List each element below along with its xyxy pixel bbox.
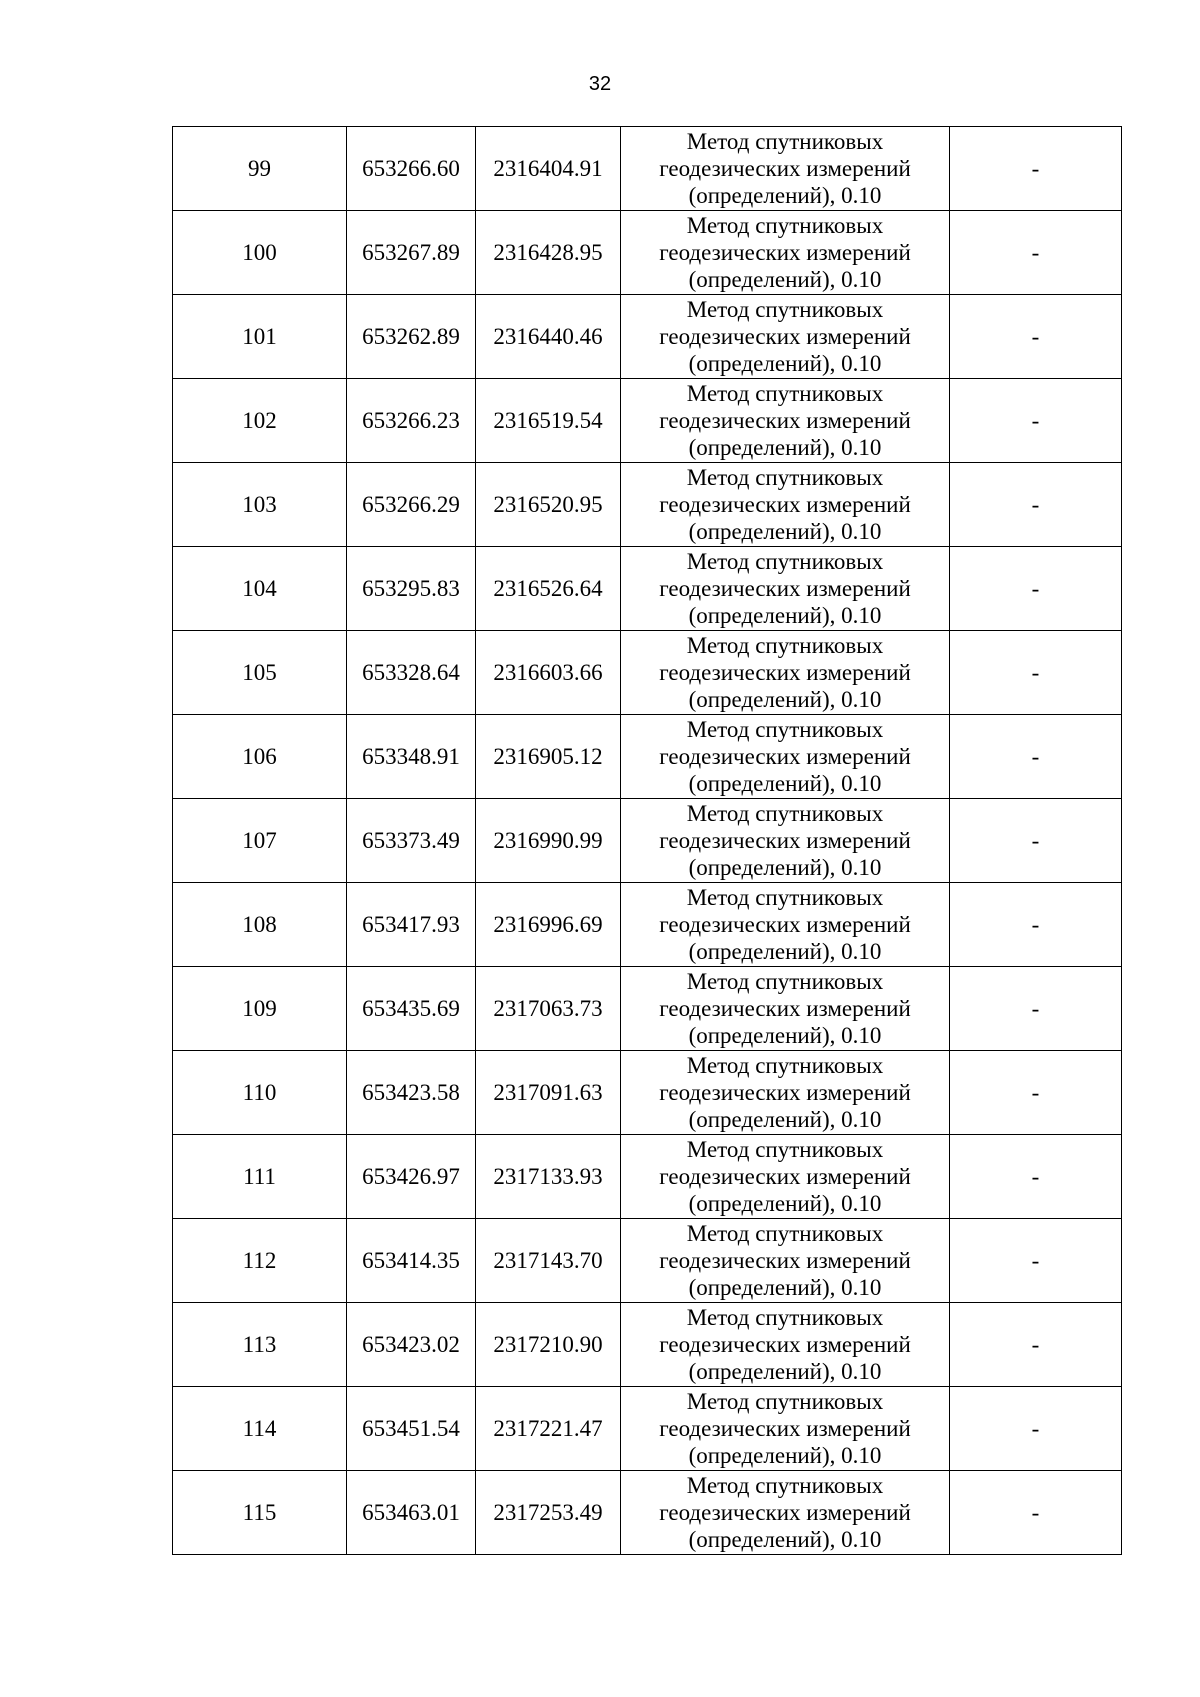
method-cell bbox=[621, 1471, 950, 1555]
y-coordinate-cell: 2316996.69 bbox=[476, 883, 621, 967]
x-coordinate-cell: 653417.93 bbox=[347, 883, 476, 967]
x-coordinate-cell: 653295.83 bbox=[347, 547, 476, 631]
method-line-3: (определений), 0.10 bbox=[688, 687, 882, 712]
table-row bbox=[173, 127, 1122, 211]
method-cell bbox=[621, 379, 950, 463]
table-row bbox=[173, 1219, 1122, 1303]
x-coordinate-cell: 653423.58 bbox=[347, 1051, 476, 1135]
x-coordinate-cell: 653426.97 bbox=[347, 1135, 476, 1219]
point-number-cell: 99 bbox=[173, 127, 347, 211]
method-cell bbox=[621, 1303, 950, 1387]
method-cell bbox=[621, 1387, 950, 1471]
method-cell bbox=[621, 715, 950, 799]
method-line-1: Метод спутниковых bbox=[686, 969, 884, 994]
method-cell bbox=[621, 631, 950, 715]
method-line-3: (определений), 0.10 bbox=[688, 351, 882, 376]
method-line-3: (определений), 0.10 bbox=[688, 435, 882, 460]
point-number-cell: 113 bbox=[173, 1303, 347, 1387]
method-cell bbox=[621, 211, 950, 295]
method-line-2: геодезических измерений bbox=[659, 324, 911, 349]
table-row bbox=[173, 379, 1122, 463]
table-row bbox=[173, 883, 1122, 967]
note-cell: - bbox=[950, 1303, 1122, 1387]
note-cell: - bbox=[950, 1387, 1122, 1471]
method-line-3: (определений), 0.10 bbox=[688, 603, 882, 628]
method-line-1: Метод спутниковых bbox=[686, 1137, 884, 1162]
method-line-1: Метод спутниковых bbox=[686, 801, 884, 826]
x-coordinate-cell: 653423.02 bbox=[347, 1303, 476, 1387]
method-line-2: геодезических измерений bbox=[659, 240, 911, 265]
x-coordinate-cell: 653463.01 bbox=[347, 1471, 476, 1555]
y-coordinate-cell: 2317063.73 bbox=[476, 967, 621, 1051]
note-cell: - bbox=[950, 127, 1122, 211]
point-number-cell: 105 bbox=[173, 631, 347, 715]
y-coordinate-cell: 2316603.66 bbox=[476, 631, 621, 715]
point-number-cell: 115 bbox=[173, 1471, 347, 1555]
note-cell: - bbox=[950, 1135, 1122, 1219]
method-line-3: (определений), 0.10 bbox=[688, 267, 882, 292]
method-line-3: (определений), 0.10 bbox=[688, 939, 882, 964]
method-line-1: Метод спутниковых bbox=[686, 465, 884, 490]
point-number-cell: 112 bbox=[173, 1219, 347, 1303]
note-cell: - bbox=[950, 547, 1122, 631]
page-number: 32 bbox=[588, 73, 612, 95]
y-coordinate-cell: 2316520.95 bbox=[476, 463, 621, 547]
method-line-1: Метод спутниковых bbox=[686, 885, 884, 910]
method-line-1: Метод спутниковых bbox=[686, 1305, 884, 1330]
x-coordinate-cell: 653266.23 bbox=[347, 379, 476, 463]
method-cell bbox=[621, 967, 950, 1051]
point-number-cell: 100 bbox=[173, 211, 347, 295]
method-cell bbox=[621, 127, 950, 211]
method-line-1: Метод спутниковых bbox=[686, 1221, 884, 1246]
note-cell: - bbox=[950, 379, 1122, 463]
note-cell: - bbox=[950, 883, 1122, 967]
y-coordinate-cell: 2317091.63 bbox=[476, 1051, 621, 1135]
method-line-1: Метод спутниковых bbox=[686, 633, 884, 658]
note-cell: - bbox=[950, 967, 1122, 1051]
table-row bbox=[173, 1303, 1122, 1387]
x-coordinate-cell: 653373.49 bbox=[347, 799, 476, 883]
table-row bbox=[173, 295, 1122, 379]
point-number-cell: 101 bbox=[173, 295, 347, 379]
table-row bbox=[173, 547, 1122, 631]
method-line-2: геодезических измерений bbox=[659, 1332, 911, 1357]
method-line-2: геодезических измерений bbox=[659, 156, 911, 181]
method-line-2: геодезических измерений bbox=[659, 912, 911, 937]
method-line-2: геодезических измерений bbox=[659, 1248, 911, 1273]
method-line-1: Метод спутниковых bbox=[686, 297, 884, 322]
method-line-3: (определений), 0.10 bbox=[688, 1023, 882, 1048]
method-cell bbox=[621, 1219, 950, 1303]
method-line-1: Метод спутниковых bbox=[686, 381, 884, 406]
method-cell bbox=[621, 1135, 950, 1219]
point-number-cell: 107 bbox=[173, 799, 347, 883]
point-number-cell: 104 bbox=[173, 547, 347, 631]
method-cell bbox=[621, 883, 950, 967]
x-coordinate-cell: 653414.35 bbox=[347, 1219, 476, 1303]
method-line-2: геодезических измерений bbox=[659, 492, 911, 517]
x-coordinate-cell: 653451.54 bbox=[347, 1387, 476, 1471]
method-line-3: (определений), 0.10 bbox=[688, 183, 882, 208]
table-row bbox=[173, 211, 1122, 295]
method-cell bbox=[621, 295, 950, 379]
y-coordinate-cell: 2316526.64 bbox=[476, 547, 621, 631]
table-row bbox=[173, 631, 1122, 715]
y-coordinate-cell: 2317133.93 bbox=[476, 1135, 621, 1219]
method-cell bbox=[621, 799, 950, 883]
method-line-1: Метод спутниковых bbox=[686, 717, 884, 742]
method-line-2: геодезических измерений bbox=[659, 996, 911, 1021]
note-cell: - bbox=[950, 715, 1122, 799]
method-line-3: (определений), 0.10 bbox=[688, 1527, 882, 1552]
method-line-2: геодезических измерений bbox=[659, 828, 911, 853]
y-coordinate-cell: 2317210.90 bbox=[476, 1303, 621, 1387]
method-line-3: (определений), 0.10 bbox=[688, 771, 882, 796]
x-coordinate-cell: 653262.89 bbox=[347, 295, 476, 379]
table-row bbox=[173, 1387, 1122, 1471]
x-coordinate-cell: 653435.69 bbox=[347, 967, 476, 1051]
y-coordinate-cell: 2316519.54 bbox=[476, 379, 621, 463]
method-line-1: Метод спутниковых bbox=[686, 549, 884, 574]
method-line-2: геодезических измерений bbox=[659, 1164, 911, 1189]
method-line-3: (определений), 0.10 bbox=[688, 1107, 882, 1132]
y-coordinate-cell: 2317253.49 bbox=[476, 1471, 621, 1555]
x-coordinate-cell: 653266.60 bbox=[347, 127, 476, 211]
method-line-2: геодезических измерений bbox=[659, 1080, 911, 1105]
method-line-1: Метод спутниковых bbox=[686, 1053, 884, 1078]
table-row bbox=[173, 967, 1122, 1051]
note-cell: - bbox=[950, 1219, 1122, 1303]
method-cell bbox=[621, 1051, 950, 1135]
coordinates-table-body bbox=[173, 127, 1122, 1555]
method-line-3: (определений), 0.10 bbox=[688, 519, 882, 544]
method-line-2: геодезических измерений bbox=[659, 744, 911, 769]
note-cell: - bbox=[950, 211, 1122, 295]
x-coordinate-cell: 653266.29 bbox=[347, 463, 476, 547]
x-coordinate-cell: 653348.91 bbox=[347, 715, 476, 799]
table-row bbox=[173, 715, 1122, 799]
table-row bbox=[173, 1471, 1122, 1555]
method-line-2: геодезических измерений bbox=[659, 1416, 911, 1441]
method-line-3: (определений), 0.10 bbox=[688, 855, 882, 880]
y-coordinate-cell: 2316440.46 bbox=[476, 295, 621, 379]
method-line-3: (определений), 0.10 bbox=[688, 1443, 882, 1468]
method-cell bbox=[621, 463, 950, 547]
method-line-2: геодезических измерений bbox=[659, 660, 911, 685]
table-row bbox=[173, 799, 1122, 883]
note-cell: - bbox=[950, 295, 1122, 379]
y-coordinate-cell: 2316404.91 bbox=[476, 127, 621, 211]
point-number-cell: 109 bbox=[173, 967, 347, 1051]
x-coordinate-cell: 653267.89 bbox=[347, 211, 476, 295]
x-coordinate-cell: 653328.64 bbox=[347, 631, 476, 715]
table-row bbox=[173, 463, 1122, 547]
method-line-2: геодезических измерений bbox=[659, 576, 911, 601]
point-number-cell: 103 bbox=[173, 463, 347, 547]
note-cell: - bbox=[950, 799, 1122, 883]
note-cell: - bbox=[950, 1471, 1122, 1555]
coordinates-table bbox=[172, 126, 1122, 1555]
method-line-3: (определений), 0.10 bbox=[688, 1275, 882, 1300]
method-cell bbox=[621, 547, 950, 631]
method-line-1: Метод спутниковых bbox=[686, 1473, 884, 1498]
point-number-cell: 108 bbox=[173, 883, 347, 967]
y-coordinate-cell: 2316428.95 bbox=[476, 211, 621, 295]
point-number-cell: 111 bbox=[173, 1135, 347, 1219]
point-number-cell: 110 bbox=[173, 1051, 347, 1135]
method-line-1: Метод спутниковых bbox=[686, 1389, 884, 1414]
method-line-1: Метод спутниковых bbox=[686, 129, 884, 154]
note-cell: - bbox=[950, 463, 1122, 547]
point-number-cell: 102 bbox=[173, 379, 347, 463]
method-line-2: геодезических измерений bbox=[659, 1500, 911, 1525]
note-cell: - bbox=[950, 631, 1122, 715]
method-line-2: геодезических измерений bbox=[659, 408, 911, 433]
point-number-cell: 106 bbox=[173, 715, 347, 799]
y-coordinate-cell: 2316990.99 bbox=[476, 799, 621, 883]
method-line-3: (определений), 0.10 bbox=[688, 1191, 882, 1216]
note-cell: - bbox=[950, 1051, 1122, 1135]
method-line-1: Метод спутниковых bbox=[686, 213, 884, 238]
y-coordinate-cell: 2317221.47 bbox=[476, 1387, 621, 1471]
y-coordinate-cell: 2316905.12 bbox=[476, 715, 621, 799]
table-row bbox=[173, 1051, 1122, 1135]
table-row bbox=[173, 1135, 1122, 1219]
point-number-cell: 114 bbox=[173, 1387, 347, 1471]
y-coordinate-cell: 2317143.70 bbox=[476, 1219, 621, 1303]
method-line-3: (определений), 0.10 bbox=[688, 1359, 882, 1384]
